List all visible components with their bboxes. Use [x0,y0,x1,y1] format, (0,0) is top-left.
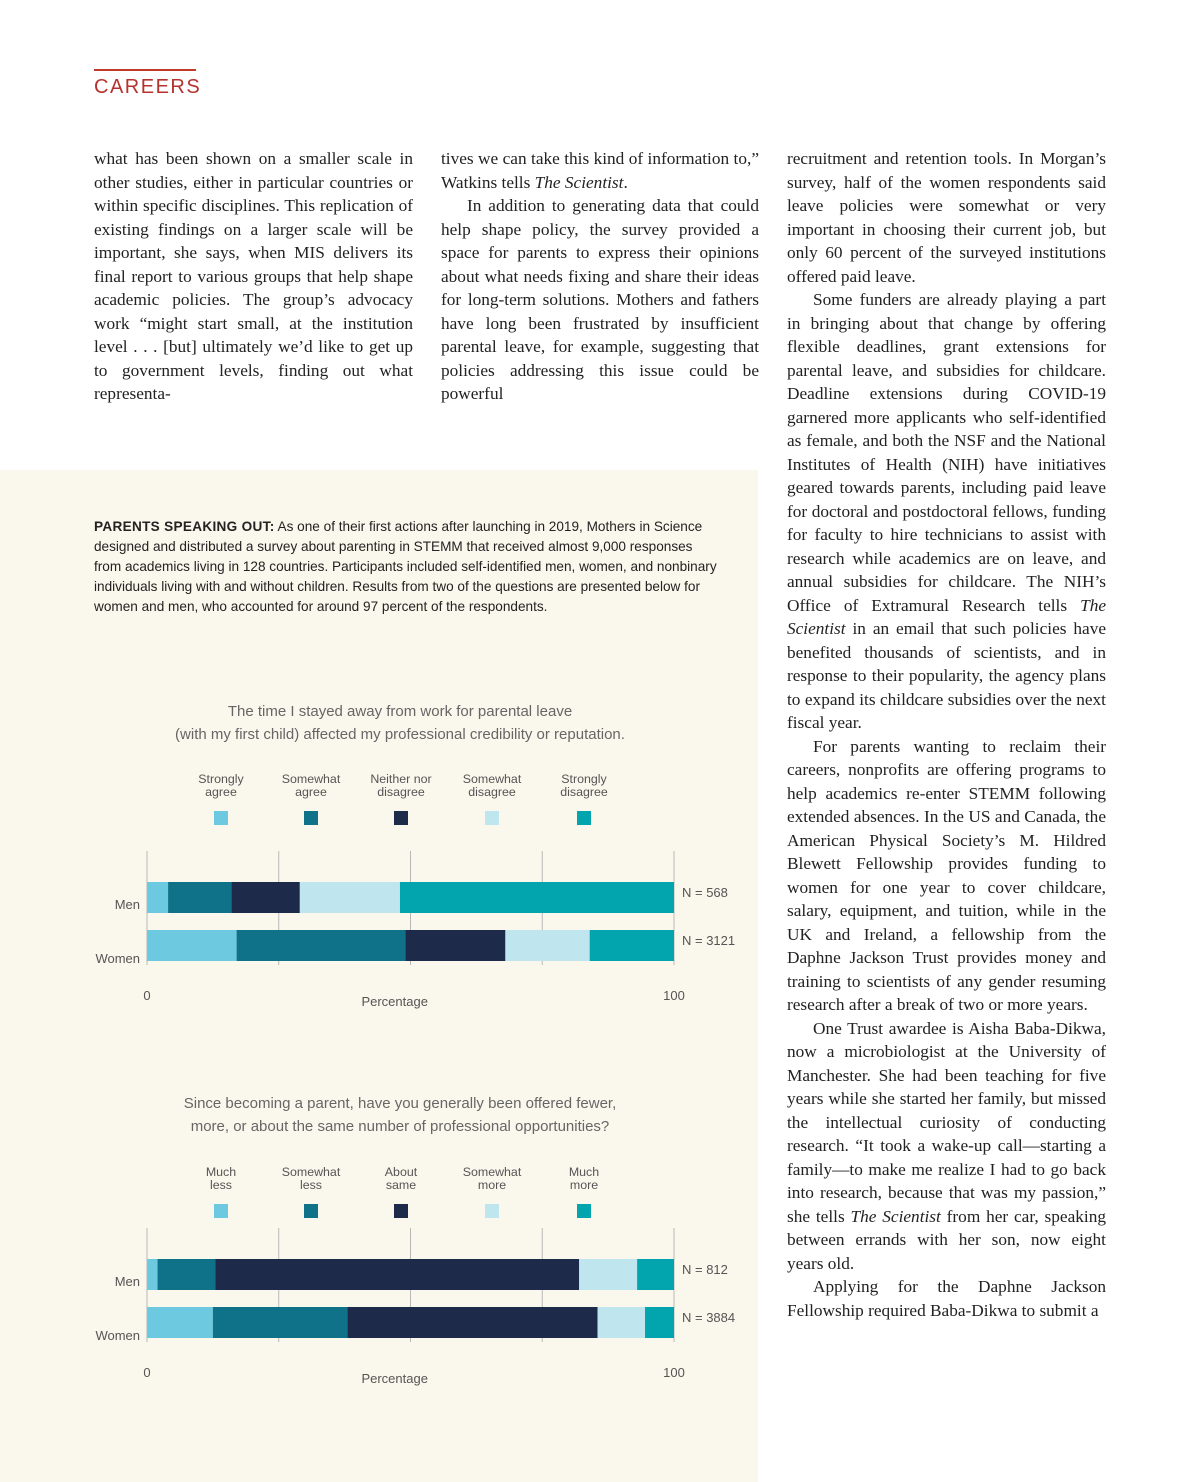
legend-label: disagree [560,785,608,799]
section-rule [94,69,196,71]
chart-title-line: Since becoming a parent, have you generally been offered fewer, [183,1095,617,1112]
bar-segment [158,1259,216,1290]
category-label: Women [95,951,140,966]
legend-label: disagree [468,785,516,799]
n-label: N = 568 [682,885,728,900]
bar-segment [237,930,406,961]
legend-swatch [304,811,318,825]
bar-segment [505,930,589,961]
figure-caption [94,517,719,617]
legend-item [266,1166,356,1218]
bar-segment [147,882,168,913]
chart-2-legend [160,1166,640,1226]
legend-label: more [477,1178,507,1192]
caption-lead: PARENTS SPEAKING OUT: [94,519,275,534]
bar-segment [400,882,674,913]
category-label: Men [114,1274,140,1289]
legend-label: disagree [377,785,425,799]
legend-label: less [209,1178,233,1192]
chart-1-plot [94,845,754,1015]
legend-label: Much [568,1165,600,1179]
bar-segment [637,1259,674,1290]
bar-segment [216,1259,580,1290]
legend-swatch [485,811,499,825]
legend-swatch [304,1204,318,1218]
bar-segment [213,1307,347,1338]
paragraph: For parents wanting to reclaim their careers, nonprofits are offering programs to help academics re-enter STEMM following extended absences. In the US and Canada, the American Physical Society’s M. Hildred Blewett Fellowship provides funding to women for one year to cover childcare, salary, equipment, and tuition, while in the UK and Ireland, a fellowship from the Daphne Jackson Trust provides money and training to scientists of any gender resuming research after a break of two or more years. [787,736,1106,1014]
legend-swatch [577,811,591,825]
legend-label: Strongly [561,772,607,786]
legend-swatch [485,1204,499,1218]
bar-segment [147,930,237,961]
bar-segment [147,1259,158,1290]
bar-segment [590,930,674,961]
paragraph: recruitment and retention tools. In Morgan’s survey, half of the women respondents said leave policies were somewhat or very important in choosing their current job, but only 60 percent of the surveyed institutions offered paid leave. [787,149,1106,286]
bar-segment [598,1307,645,1338]
bar-segment [579,1259,637,1290]
legend-label: agree [205,785,237,799]
article-column-2 [441,147,759,406]
legend-label: agree [295,785,327,799]
x-axis-label: Percentage [361,1371,428,1386]
x-tick-label: 0 [143,1365,151,1380]
legend-item [447,773,537,825]
bar-segment [231,882,300,913]
chart-title-line: (with my first child) affected my professional credibility or reputation. [175,726,625,743]
legend-item [266,773,356,825]
bar-segment [645,1307,674,1338]
legend-swatch [577,1204,591,1218]
legend-label: more [569,1178,599,1192]
paragraph: tives we can take this kind of information to,” Watkins tells The Scientist. [441,149,759,192]
legend-label: Somewhat [462,772,522,786]
legend-label: About [384,1165,418,1179]
bar-segment [147,1307,213,1338]
legend-label: Somewhat [462,1165,522,1179]
legend-item [356,1166,446,1218]
legend-label: Somewhat [281,772,341,786]
legend-item [539,1166,629,1218]
article-column-3 [787,147,1106,1322]
chart-title-line: more, or about the same number of professional opportunities? [190,1118,610,1135]
legend-label: Somewhat [281,1165,341,1179]
legend-item [447,1166,537,1218]
category-label: Men [114,897,140,912]
legend-label: Much [205,1165,237,1179]
paragraph: One Trust awardee is Aisha Baba-Dikwa, now a microbiologist at the University of Manchester. She had been teaching for five years while she started her family, but missed the intellectual curiosity of conducting research. “It took a wake-up call—starting a family—to make me realize I had to go back into research, because that was my passion,” she tells The Scientist from her car, speaking between errands with her son, now eight years old. [787,1018,1106,1273]
legend-label: less [299,1178,323,1192]
legend-item [176,1166,266,1218]
article-column-1 [94,147,413,406]
x-tick-label: 0 [143,988,151,1003]
section-label: CAREERS [94,76,202,98]
chart-1-legend [160,773,640,833]
x-tick-label: 100 [663,1365,685,1380]
legend-item [176,773,266,825]
n-label: N = 3121 [682,933,736,948]
n-label: N = 812 [682,1262,728,1277]
bar-segment [300,882,400,913]
legend-label: Strongly [198,772,244,786]
legend-swatch [394,1204,408,1218]
paragraph: Applying for the Daphne Jackson Fellowship required Baba-Dikwa to submit a [787,1277,1106,1320]
legend-label: Neither nor [370,772,432,786]
paragraph: Some funders are already playing a part in bringing about that change by offering flexible deadlines, grant extensions for parental leave, and subsidies for childcare. Deadline extensions during COVID-19 garnered more applicants who self-identified as female, and both the NSF and the National Institutes of Health (NIH) have initiatives geared towards parents, including paid leave for doctoral and postdoctoral fellows, funding for faculty to hire technicians to assist with research while academics are on leave, and annual subsidies for childcare. The NIH’s Office of Extramural Research tells The Scientist in an email that such policies have benefited thousands of scientists, and in response to their popularity, the agency plans to expand its childcare subsidies over the next fiscal year. [787,290,1106,732]
legend-swatch [394,811,408,825]
x-axis-label: Percentage [361,994,428,1009]
bar-segment [405,930,505,961]
bar-segment [168,882,231,913]
legend-swatch [214,1204,228,1218]
legend-swatch [214,811,228,825]
chart-2-title [94,1092,706,1138]
n-label: N = 3884 [682,1310,736,1325]
category-label: Women [95,1328,140,1343]
legend-label: same [385,1178,417,1192]
chart-1-title [94,700,706,746]
x-tick-label: 100 [663,988,685,1003]
caption-text: As one of their first actions after launching in 2019, Mothers in Science designed and distributed a survey about parenting in STEMM that received almost 9,000 responses from academics living in 128 countries. Participants included self-identified men, women, and nonbinary individuals living with and without children. Results from two of the questions are presented below for women and men, who accounted for around 97 percent of the respondents. [94,519,717,614]
chart-title-line: The time I stayed away from work for parental leave [227,703,573,720]
paragraph: what has been shown on a smaller scale in other studies, either in particular countries or within specific disciplines. This replication of existing findings on a larger scale will be important, she says, when MIS delivers its final report to various groups that help shape academic policies. The group’s advocacy work “might start small, at the institution level . . . [but] ultimately we’d like to get up to government levels, finding out what representa- [94,149,413,403]
paragraph: In addition to generating data that could help shape policy, the survey provided a space for parents to express their opinions about what needs fixing and share their ideas for long-term solutions. Mothers and fathers have long been frustrated by insufficient parental leave, for example, suggesting that policies addressing this issue could be powerful [441,196,759,403]
legend-item [539,773,629,825]
chart-2-plot [94,1222,754,1394]
legend-item [356,773,446,825]
bar-segment [347,1307,597,1338]
